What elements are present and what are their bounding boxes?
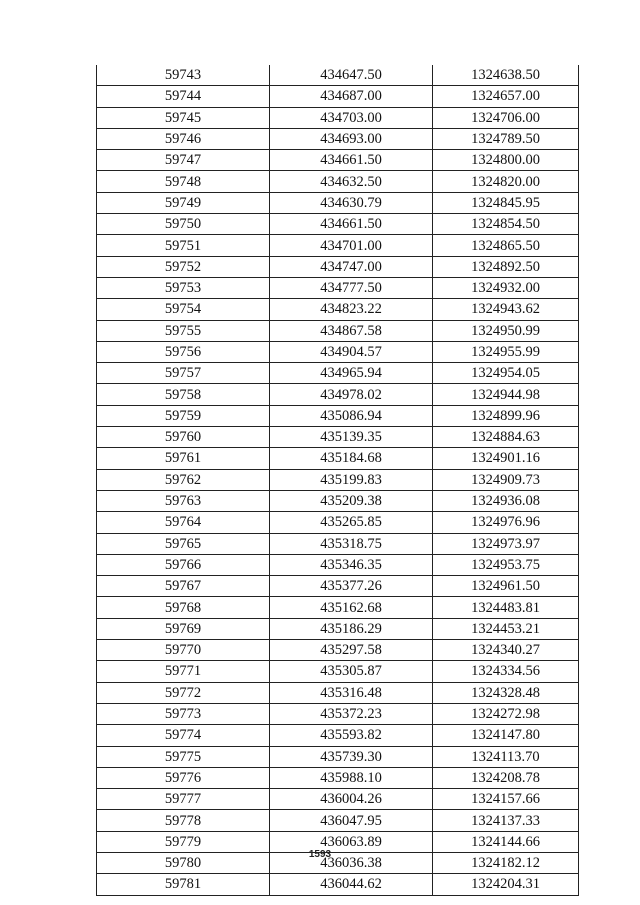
y-coordinate-cell: 1324973.97 [433,533,579,554]
y-coordinate-cell: 1324932.00 [433,277,579,298]
y-coordinate-cell: 1324182.12 [433,852,579,873]
point-id-cell: 59777 [97,789,270,810]
y-coordinate-cell: 1324706.00 [433,107,579,128]
y-coordinate-cell: 1324483.81 [433,597,579,618]
table-row [97,682,579,703]
x-coordinate-cell: 434630.79 [270,192,433,213]
table-row [97,725,579,746]
table-row [97,576,579,597]
y-coordinate-cell: 1324147.80 [433,725,579,746]
x-coordinate-cell: 436047.95 [270,810,433,831]
x-coordinate-cell: 435377.26 [270,576,433,597]
x-coordinate-cell: 435593.82 [270,725,433,746]
point-id-cell: 59765 [97,533,270,554]
y-coordinate-cell: 1324157.66 [433,789,579,810]
y-coordinate-cell: 1324113.70 [433,746,579,767]
x-coordinate-cell: 435265.85 [270,512,433,533]
point-id-cell: 59758 [97,384,270,405]
point-id-cell: 59750 [97,214,270,235]
point-id-cell: 59775 [97,746,270,767]
point-id-cell: 59752 [97,256,270,277]
point-id-cell: 59769 [97,618,270,639]
x-coordinate-cell: 435372.23 [270,703,433,724]
table-row [97,171,579,192]
page-number: 1593 [308,849,332,860]
table-row [97,320,579,341]
point-id-cell: 59759 [97,405,270,426]
y-coordinate-cell: 1324976.96 [433,512,579,533]
y-coordinate-cell: 1324272.98 [433,703,579,724]
y-coordinate-cell: 1324954.05 [433,363,579,384]
x-coordinate-cell: 435162.68 [270,597,433,618]
y-coordinate-cell: 1324936.08 [433,490,579,511]
point-id-cell: 59766 [97,554,270,575]
y-coordinate-cell: 1324820.00 [433,171,579,192]
table-row [97,512,579,533]
table-row [97,789,579,810]
y-coordinate-cell: 1324334.56 [433,661,579,682]
table-row [97,427,579,448]
point-id-cell: 59754 [97,299,270,320]
x-coordinate-cell: 434904.57 [270,341,433,362]
y-coordinate-cell: 1324208.78 [433,767,579,788]
table-row [97,490,579,511]
table-row [97,618,579,639]
point-id-cell: 59744 [97,86,270,107]
y-coordinate-cell: 1324892.50 [433,256,579,277]
point-id-cell: 59760 [97,427,270,448]
x-coordinate-cell: 434777.50 [270,277,433,298]
table-row [97,554,579,575]
point-id-cell: 59751 [97,235,270,256]
table-row [97,299,579,320]
y-coordinate-cell: 1324800.00 [433,150,579,171]
y-coordinate-cell: 1324789.50 [433,128,579,149]
x-coordinate-cell: 436044.62 [270,874,433,895]
table-row [97,384,579,405]
x-coordinate-cell: 436036.38 [270,852,433,873]
y-coordinate-cell: 1324901.16 [433,448,579,469]
x-coordinate-cell: 435209.38 [270,490,433,511]
point-id-cell: 59774 [97,725,270,746]
point-id-cell: 59747 [97,150,270,171]
x-coordinate-cell: 434687.00 [270,86,433,107]
y-coordinate-cell: 1324884.63 [433,427,579,448]
x-coordinate-cell: 435086.94 [270,405,433,426]
y-coordinate-cell: 1324845.95 [433,192,579,213]
x-coordinate-cell: 434703.00 [270,107,433,128]
x-coordinate-cell: 434978.02 [270,384,433,405]
point-id-cell: 59746 [97,128,270,149]
y-coordinate-cell: 1324955.99 [433,341,579,362]
table-row [97,150,579,171]
point-id-cell: 59773 [97,703,270,724]
x-coordinate-cell: 436063.89 [270,831,433,852]
table-row [97,256,579,277]
y-coordinate-cell: 1324340.27 [433,640,579,661]
table-row [97,192,579,213]
x-coordinate-cell: 434747.00 [270,256,433,277]
x-coordinate-cell: 436004.26 [270,789,433,810]
table-row [97,874,579,895]
x-coordinate-cell: 435346.35 [270,554,433,575]
x-coordinate-cell: 434867.58 [270,320,433,341]
point-id-cell: 59779 [97,831,270,852]
x-coordinate-cell: 434701.00 [270,235,433,256]
y-coordinate-cell: 1324657.00 [433,86,579,107]
point-id-cell: 59780 [97,852,270,873]
x-coordinate-cell: 435184.68 [270,448,433,469]
y-coordinate-cell: 1324854.50 [433,214,579,235]
x-coordinate-cell: 434823.22 [270,299,433,320]
point-id-cell: 59748 [97,171,270,192]
point-id-cell: 59753 [97,277,270,298]
table-row [97,65,579,86]
table-row [97,363,579,384]
table-row [97,277,579,298]
y-coordinate-cell: 1324638.50 [433,65,579,86]
x-coordinate-cell: 435297.58 [270,640,433,661]
x-coordinate-cell: 434965.94 [270,363,433,384]
y-coordinate-cell: 1324953.75 [433,554,579,575]
point-id-cell: 59767 [97,576,270,597]
table-row [97,469,579,490]
table-row [97,107,579,128]
point-id-cell: 59778 [97,810,270,831]
point-id-cell: 59743 [97,65,270,86]
x-coordinate-cell: 434661.50 [270,150,433,171]
table-row [97,703,579,724]
x-coordinate-cell: 435988.10 [270,767,433,788]
table-row [97,746,579,767]
y-coordinate-cell: 1324204.31 [433,874,579,895]
y-coordinate-cell: 1324453.21 [433,618,579,639]
x-coordinate-cell: 435316.48 [270,682,433,703]
table-row [97,533,579,554]
point-id-cell: 59772 [97,682,270,703]
coordinates-table-body [97,65,579,895]
x-coordinate-cell: 434647.50 [270,65,433,86]
coordinates-table [96,65,579,896]
table-row [97,86,579,107]
y-coordinate-cell: 1324961.50 [433,576,579,597]
point-id-cell: 59755 [97,320,270,341]
point-id-cell: 59749 [97,192,270,213]
y-coordinate-cell: 1324328.48 [433,682,579,703]
point-id-cell: 59757 [97,363,270,384]
point-id-cell: 59776 [97,767,270,788]
y-coordinate-cell: 1324144.66 [433,831,579,852]
x-coordinate-cell: 434661.50 [270,214,433,235]
table-row [97,640,579,661]
table-row [97,810,579,831]
point-id-cell: 59771 [97,661,270,682]
x-coordinate-cell: 434693.00 [270,128,433,149]
table-row [97,341,579,362]
point-id-cell: 59762 [97,469,270,490]
x-coordinate-cell: 435186.29 [270,618,433,639]
y-coordinate-cell: 1324909.73 [433,469,579,490]
point-id-cell: 59768 [97,597,270,618]
x-coordinate-cell: 435305.87 [270,661,433,682]
table-row [97,214,579,235]
x-coordinate-cell: 435318.75 [270,533,433,554]
x-coordinate-cell: 434632.50 [270,171,433,192]
y-coordinate-cell: 1324943.62 [433,299,579,320]
y-coordinate-cell: 1324944.98 [433,384,579,405]
point-id-cell: 59745 [97,107,270,128]
point-id-cell: 59770 [97,640,270,661]
point-id-cell: 59781 [97,874,270,895]
point-id-cell: 59764 [97,512,270,533]
x-coordinate-cell: 435199.83 [270,469,433,490]
table-row [97,128,579,149]
table-row [97,661,579,682]
y-coordinate-cell: 1324137.33 [433,810,579,831]
table-row [97,235,579,256]
x-coordinate-cell: 435139.35 [270,427,433,448]
y-coordinate-cell: 1324865.50 [433,235,579,256]
table-row [97,448,579,469]
point-id-cell: 59756 [97,341,270,362]
table-row [97,597,579,618]
y-coordinate-cell: 1324899.96 [433,405,579,426]
y-coordinate-cell: 1324950.99 [433,320,579,341]
x-coordinate-cell: 435739.30 [270,746,433,767]
table-row [97,405,579,426]
point-id-cell: 59761 [97,448,270,469]
table-row [97,767,579,788]
point-id-cell: 59763 [97,490,270,511]
